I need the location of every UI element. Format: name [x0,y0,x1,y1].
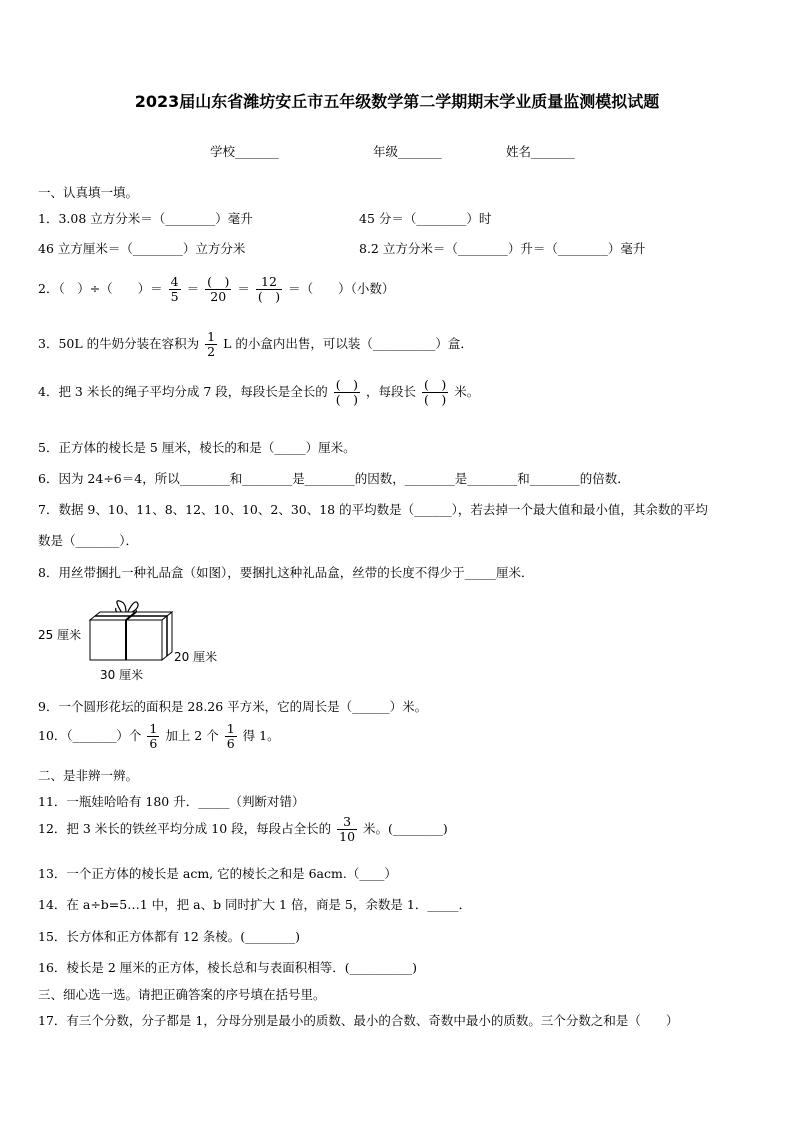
q2-suffix: ＝（ ）（小数） [288,280,395,296]
question-8: 8．用丝带捆扎一种礼品盒（如图），要捆扎这种礼品盒，丝带的长度不得少于_____厘米． [38,565,534,580]
question-17: 17．有三个分数，分子都是 1，分母分别是最小的质数、最小的合数、奇数中最小的质数。三个分数之和是（ ） [38,1013,679,1028]
question-11: 11．一瓶娃哈哈有 180 升．_____（判断对错） [38,794,305,809]
fraction-1-6-b: $\frac{1}{6}$ [226,721,235,751]
question-7-line2: 数是（_______）． [38,533,139,548]
question-10: 10．（_______）个 $\frac{1}{6}$ 加上 2 个 $\frac{1}{6}$ 得 1。 [38,721,280,751]
label-width: 30 厘米 [100,668,144,682]
name-field: 姓名_______ [506,144,575,159]
question-13: 13．一个正方体的棱长是 acm, 它的棱长之和是 6acm.（____） [38,866,397,881]
question-14: 14．在 a÷b=5…1 中，把 a、b 同时扩大 1 倍，商是 5，余数是 1．_____． [38,897,472,912]
q2-prefix: 2．（ ）÷（ ）＝ [38,280,163,296]
school-field: 学校_______ [210,144,279,159]
question-6: 6．因为 24÷6＝4，所以________和________是________的因数，________是________和________的倍数． [38,471,630,486]
section-3-heading: 三、细心选一选。请把正确答案的序号填在括号里。 [38,987,326,1002]
section-1-heading: 一、认真填一填。 [38,185,139,200]
label-height: 25 厘米 [38,628,82,642]
section-2-heading: 二、是非辨一辨。 [38,768,139,783]
page-title: 2023届山东省潍坊安丘市五年级数学第二学期期末学业质量监测模拟试题 [134,92,660,111]
question-7-line1: 7．数据 9、10、11、8、12、10、10、2、30、18 的平均数是（______），若去掉一个最大值和最小值，其余数的平均 [38,502,708,517]
question-9: 9．一个圆形花坛的面积是 28.26 平方米，它的周长是（______）米。 [38,699,428,714]
fraction-1-6-a: $\frac{1}{6}$ [149,721,158,751]
fraction-1-2: $\frac{1}{2}$ [207,329,216,359]
question-5: 5．正方体的棱长是 5 厘米，棱长的和是（_____）厘米。 [38,440,356,455]
fraction-blank-20: $\frac{( )}{20}$ [207,274,230,304]
gift-box-figure [86,594,181,664]
question-12: 12．把 3 米长的铁丝平均分成 10 段，每段占全长的 $\frac{3}{10}$ 米。(________) [38,814,448,844]
fraction-blank-a: $\frac{( )}{( )}$ [335,377,359,407]
question-1c: 46 立方厘米＝（________）立方分米 [38,241,246,256]
question-1b: 45 分＝（________）时 [359,211,492,226]
fraction-4-5: $\frac{4}{5}$ [170,274,179,304]
question-16: 16．棱长是 2 厘米的正方体，棱长总和与表面积相等．(__________) [38,960,418,975]
fraction-blank-b: $\frac{( )}{( )}$ [424,377,447,407]
question-4: 4．把 3 米长的绳子平均分成 7 段，每段长是全长的 $\frac{( )}{( )}$ ，每段长 $\frac{( )}{( )}$ 米。 [38,377,480,407]
label-depth: 20 厘米 [174,650,218,664]
question-2: 2．（ ）÷（ ）＝ $\frac{4}{5}$ ＝ $\frac{( )}{20}$ ＝ $\frac{12}{( )}$ ＝（ ）（小数） [38,274,395,304]
grade-field: 年级_______ [373,144,442,159]
question-3: 3．50L 的牛奶分装在容积为 $\frac{1}{2}$ L 的小盒内出售，可以装（__________）盒． [38,329,473,359]
fraction-3-10: $\frac{3}{10}$ [339,814,356,844]
question-1d: 8.2 立方分米＝（________）升＝（________）毫升 [359,241,646,256]
question-1a: 1．3.08 立方分米＝（________）毫升 [38,211,253,226]
fraction-12-blank: $\frac{12}{( )}$ [257,274,281,304]
question-15: 15．长方体和正方体都有 12 条棱。(________) [38,929,301,944]
